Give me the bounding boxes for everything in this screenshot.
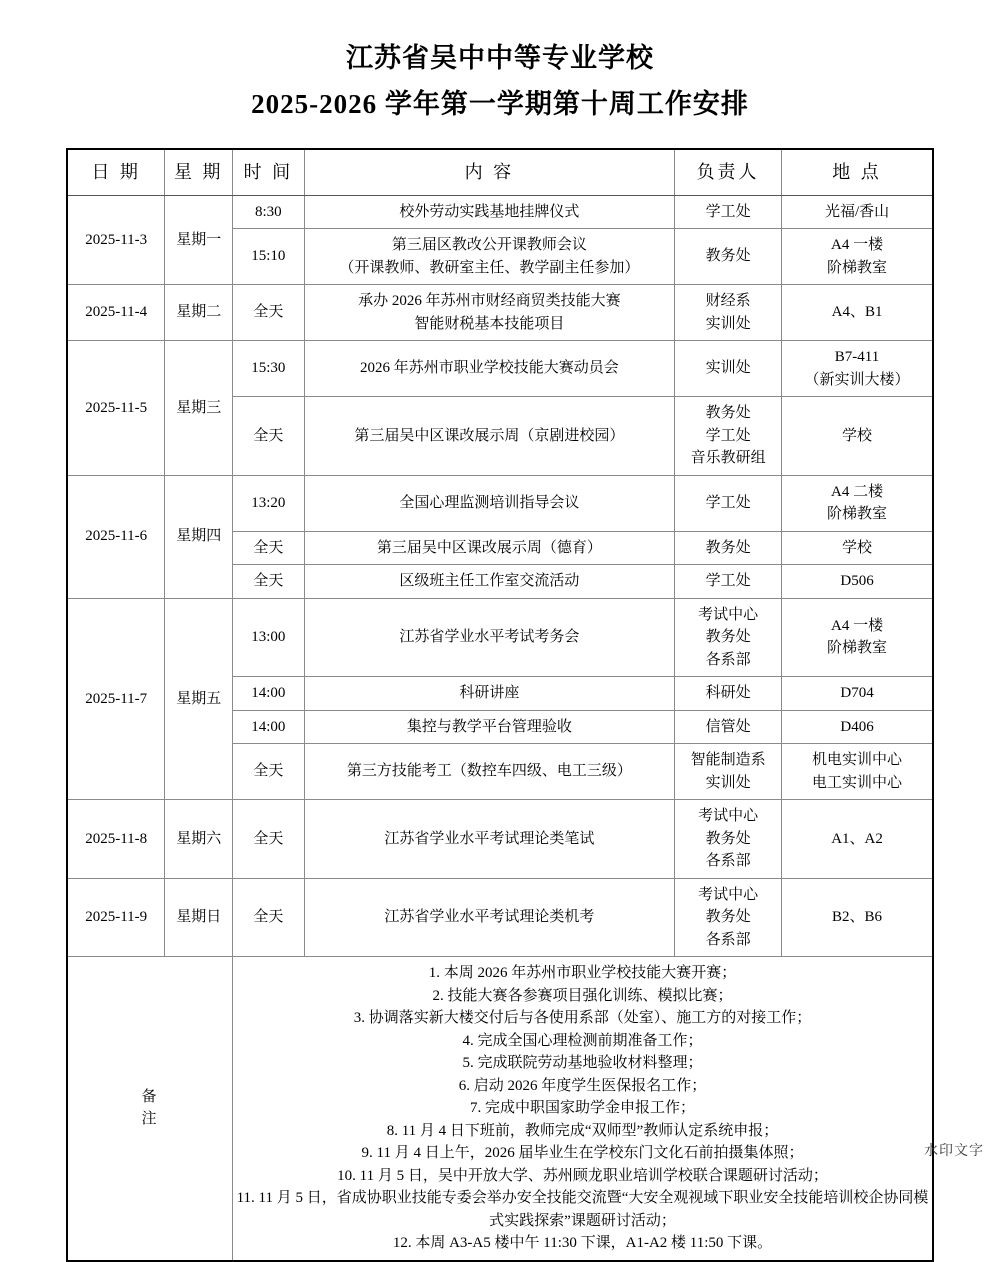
weekly-schedule-table <box>66 148 934 1262</box>
cell-person <box>675 285 782 341</box>
cell-content <box>304 397 674 476</box>
cell-content <box>304 229 674 285</box>
cell-place <box>782 565 933 599</box>
cell-content-line: 江苏省学业水平考试理论类笔试 <box>384 830 595 847</box>
cell-time: 全天 <box>233 531 305 565</box>
table-row <box>67 878 933 957</box>
cell-place <box>782 195 933 229</box>
cell-person-line: 教务处 <box>705 405 751 422</box>
cell-time: 全天 <box>233 800 305 879</box>
header-place: 地 点 <box>782 149 933 196</box>
table-row <box>67 598 933 677</box>
table-row <box>67 195 933 229</box>
cell-person-line: 实训处 <box>705 360 751 377</box>
cell-person <box>675 531 782 565</box>
cell-content-line: 江苏省学业水平考试考务会 <box>399 629 580 646</box>
schedule-subtitle: 2025-2026 学年第一学期第十周工作安排 <box>251 88 749 119</box>
cell-weekday: 星期二 <box>165 285 233 341</box>
cell-date: 2025-11-9 <box>67 878 165 957</box>
cell-person-line: 考试中心 <box>698 808 759 825</box>
cell-content-line: 江苏省学业水平考试理论类机考 <box>384 909 595 926</box>
cell-place-line: B7-411 <box>834 349 880 366</box>
cell-person-line: 教务处 <box>705 909 751 926</box>
remark-item: 12. 本周 A3-A5 楼中午 11:30 下课，A1-A2 楼 11:50 下课。 <box>392 1235 773 1252</box>
cell-time: 全天 <box>233 565 305 599</box>
cell-content-line: 智能财税基本技能项目 <box>414 315 565 332</box>
cell-person-line: 学工处 <box>705 573 751 590</box>
cell-place-line: A1、A2 <box>831 830 883 847</box>
cell-person-line: 实训处 <box>705 315 751 332</box>
remark-item: 10. 11 月 5 日，吴中开放大学、苏州顾龙职业培训学校联合课题研讨活动； <box>337 1167 828 1184</box>
cell-place <box>782 285 933 341</box>
cell-place-line: 电工实训中心 <box>812 774 903 791</box>
watermark-text: 水印文字 <box>924 1144 984 1159</box>
cell-weekday: 星期四 <box>165 475 233 598</box>
cell-person-line: 各系部 <box>705 651 751 668</box>
cell-content-line: （开课教师、教研室主任、教学副主任参加） <box>339 259 640 276</box>
cell-content-line: 区级班主任工作室交流活动 <box>399 573 580 590</box>
cell-time: 全天 <box>233 285 305 341</box>
cell-place <box>782 531 933 565</box>
cell-content-line: 第三届吴中区课改展示周（德育） <box>376 539 602 556</box>
cell-person-line: 学工处 <box>705 203 751 220</box>
cell-place <box>782 744 933 800</box>
cell-content-line: 校外劳动实践基地挂牌仪式 <box>399 203 580 220</box>
cell-date: 2025-11-5 <box>67 341 165 476</box>
cell-person <box>675 710 782 744</box>
cell-content <box>304 710 674 744</box>
cell-content <box>304 285 674 341</box>
cell-weekday: 星期日 <box>165 878 233 957</box>
cell-time: 15:10 <box>233 229 305 285</box>
cell-place <box>782 677 933 711</box>
cell-place <box>782 878 933 957</box>
remark-item: 6. 启动 2026 年度学生医保报名工作； <box>458 1077 707 1094</box>
remark-item: 11. 11 月 5 日，省成协职业技能专委会举办安全技能交流暨“大安全观视域下职业安全技能培训校企协同模式实践探索”课题研讨活动； <box>236 1190 929 1229</box>
cell-place-line: 阶梯教室 <box>827 259 888 276</box>
cell-person-line: 智能制造系 <box>690 752 766 769</box>
cell-content <box>304 878 674 957</box>
cell-person <box>675 195 782 229</box>
cell-place <box>782 475 933 531</box>
cell-place <box>782 341 933 397</box>
table-row <box>67 285 933 341</box>
cell-date: 2025-11-3 <box>67 195 165 285</box>
table-row <box>67 475 933 531</box>
cell-person-line: 科研处 <box>705 685 751 702</box>
cell-person-line: 信管处 <box>705 718 751 735</box>
cell-person <box>675 229 782 285</box>
header-content: 内 容 <box>304 149 674 196</box>
cell-content <box>304 598 674 677</box>
header-weekday: 星 期 <box>165 149 233 196</box>
table-row <box>67 800 933 879</box>
cell-content-line: 第三届吴中区课改展示周（京剧进校园） <box>354 427 625 444</box>
cell-time: 15:30 <box>233 341 305 397</box>
remark-item: 7. 完成中职国家助学金申报工作； <box>469 1100 695 1117</box>
cell-place-line: A4 一楼 <box>830 237 884 254</box>
table-header-row <box>67 149 933 196</box>
cell-person <box>675 565 782 599</box>
cell-date: 2025-11-6 <box>67 475 165 598</box>
remarks-label <box>67 957 233 1261</box>
cell-content <box>304 800 674 879</box>
cell-content <box>304 475 674 531</box>
remark-item: 5. 完成联院劳动基地验收材料整理； <box>462 1055 703 1072</box>
cell-place-line: 机电实训中心 <box>812 752 903 769</box>
cell-person <box>675 677 782 711</box>
cell-weekday: 星期六 <box>165 800 233 879</box>
header-time: 时 间 <box>233 149 305 196</box>
cell-content <box>304 677 674 711</box>
remark-item: 9. 11 月 4 日上午，2026 届毕业生在学校东门文化石前拍摄集体照； <box>361 1145 804 1162</box>
remark-item: 1. 本周 2026 年苏州市职业学校技能大赛开赛； <box>428 965 737 982</box>
cell-time: 14:00 <box>233 677 305 711</box>
cell-time: 13:00 <box>233 598 305 677</box>
remarks-label-char1: 备 <box>141 1088 159 1105</box>
cell-time: 全天 <box>233 878 305 957</box>
table-row <box>67 341 933 397</box>
cell-person-line: 考试中心 <box>698 886 759 903</box>
cell-place-line: D704 <box>840 685 874 702</box>
cell-person-line: 教务处 <box>705 830 751 847</box>
remarks-label-char2: 注 <box>141 1111 159 1128</box>
cell-place-line: 阶梯教室 <box>827 640 888 657</box>
remarks-row <box>67 957 933 1261</box>
cell-date: 2025-11-7 <box>67 598 165 800</box>
cell-content <box>304 565 674 599</box>
cell-weekday: 星期三 <box>165 341 233 476</box>
remarks-body <box>233 957 934 1261</box>
cell-content-line: 集控与教学平台管理验收 <box>406 718 572 735</box>
cell-person <box>675 744 782 800</box>
cell-place <box>782 397 933 476</box>
cell-place-line: A4、B1 <box>831 304 883 321</box>
document-titles <box>0 0 1000 126</box>
cell-content <box>304 195 674 229</box>
schedule-rows <box>67 195 933 957</box>
cell-place-line: A4 二楼 <box>830 483 884 500</box>
cell-person-line: 各系部 <box>705 931 751 948</box>
cell-time: 14:00 <box>233 710 305 744</box>
cell-date: 2025-11-8 <box>67 800 165 879</box>
cell-person-line: 各系部 <box>705 853 751 870</box>
cell-person-line: 实训处 <box>705 774 751 791</box>
cell-content-line: 第三方技能考工（数控车四级、电工三级） <box>346 763 632 780</box>
cell-content-line: 全国心理监测培训指导会议 <box>399 494 580 511</box>
cell-place-line: D406 <box>840 718 874 735</box>
cell-place <box>782 710 933 744</box>
cell-person-line: 教务处 <box>705 248 751 265</box>
cell-person-line: 学工处 <box>705 494 751 511</box>
cell-person <box>675 397 782 476</box>
cell-content-line: 第三届区教改公开课教师会议 <box>391 237 587 254</box>
cell-content <box>304 744 674 800</box>
cell-content <box>304 341 674 397</box>
remark-item: 8. 11 月 4 日下班前，教师完成“双师型”教师认定系统申报； <box>386 1122 779 1139</box>
cell-place-line: A4 一楼 <box>830 617 884 634</box>
remark-item: 3. 协调落实新大楼交付后与各使用系部（处室）、施工方的对接工作； <box>353 1010 812 1027</box>
header-date: 日 期 <box>67 149 165 196</box>
school-name-title: 江苏省吴中中等专业学校 <box>346 43 654 73</box>
cell-person-line: 教务处 <box>705 629 751 646</box>
header-person: 负责人 <box>675 149 782 196</box>
cell-person-line: 教务处 <box>705 539 751 556</box>
cell-place-line: 学校 <box>842 539 873 556</box>
cell-place-line: 光福/香山 <box>824 203 890 220</box>
cell-person <box>675 800 782 879</box>
cell-time: 全天 <box>233 744 305 800</box>
cell-person <box>675 341 782 397</box>
cell-person <box>675 598 782 677</box>
cell-time: 8:30 <box>233 195 305 229</box>
remark-item: 2. 技能大赛各参赛项目强化训练、模拟比赛； <box>432 987 733 1004</box>
cell-content-line: 2026 年苏州市职业学校技能大赛动员会 <box>359 360 619 377</box>
cell-person-line: 学工处 <box>705 427 751 444</box>
cell-weekday: 星期一 <box>165 195 233 285</box>
cell-content-line: 科研讲座 <box>459 685 520 702</box>
cell-place <box>782 800 933 879</box>
cell-content-line: 承办 2026 年苏州市财经商贸类技能大赛 <box>358 293 621 310</box>
cell-place-line: D506 <box>840 573 874 590</box>
cell-place-line: B2、B6 <box>832 909 883 926</box>
cell-person-line: 音乐教研组 <box>690 450 766 467</box>
cell-place-line: 阶梯教室 <box>827 506 888 523</box>
cell-date: 2025-11-4 <box>67 285 165 341</box>
remark-item: 4. 完成全国心理检测前期准备工作； <box>462 1032 703 1049</box>
cell-person-line: 考试中心 <box>698 606 759 623</box>
cell-content <box>304 531 674 565</box>
cell-person <box>675 475 782 531</box>
cell-weekday: 星期五 <box>165 598 233 800</box>
cell-person-line: 财经系 <box>705 293 751 310</box>
cell-person <box>675 878 782 957</box>
cell-time: 13:20 <box>233 475 305 531</box>
cell-time: 全天 <box>233 397 305 476</box>
cell-place <box>782 229 933 285</box>
cell-place <box>782 598 933 677</box>
cell-place-line: 学校 <box>842 427 873 444</box>
cell-place-line: （新实训大楼） <box>804 371 910 388</box>
